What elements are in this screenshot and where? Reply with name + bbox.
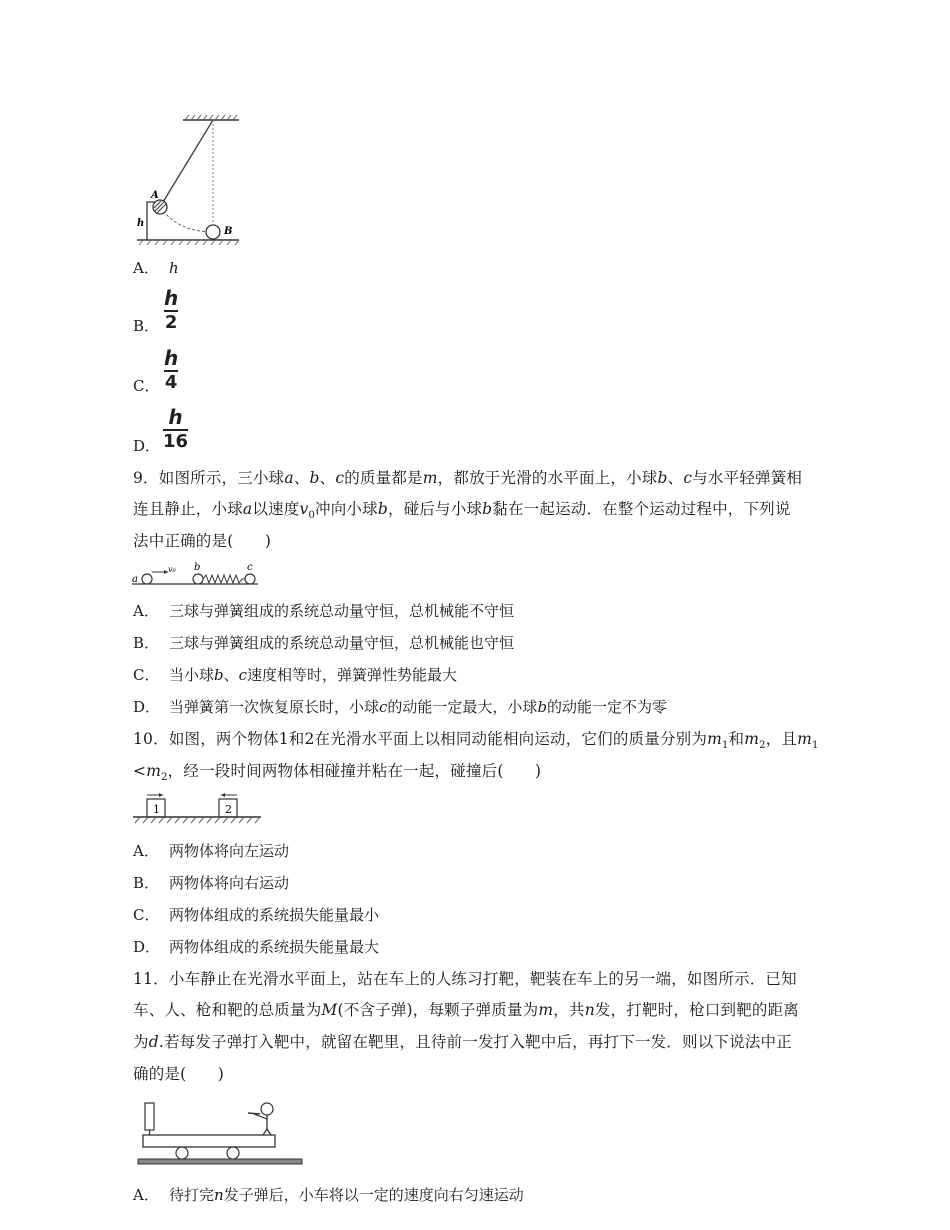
svg-text:v₀: v₀ [168, 565, 176, 574]
q10-option-d[interactable]: D． 两物体组成的系统损失能量最大 [133, 938, 380, 956]
svg-text:c: c [247, 562, 253, 573]
q8-option-a[interactable]: A． h [133, 259, 179, 277]
fraction-h-over-2: h 2 [164, 286, 179, 333]
q11-line-1: 11．小车静止在光滑水平面上，站在车上的人练习打靶，靶装在车上的另一端，如图所示．已知 [133, 970, 797, 988]
q11-line-4: 确的是( ) [133, 1065, 224, 1083]
label-h: h [137, 218, 145, 229]
svg-text:a: a [132, 574, 138, 585]
q10-option-a[interactable]: A． 两物体将向左运动 [133, 842, 290, 860]
q9-option-b[interactable]: B． 三球与弹簧组成的系统总动量守恒，总机械能也守恒 [133, 634, 515, 652]
q9-line-1: 9．如图所示，三小球a、b、c的质量都是m，都放于光滑的水平面上，小球b、c与水平轻弹簧相 [133, 469, 803, 487]
q10-line-1: 10．如图，两个物体1和2在光滑水平面上以相同动能相向运动，它们的质量分别为$m_1$和$m_2$，且$m_1$ [133, 730, 819, 752]
q11-line-2: 车、人、枪和靶的总质量为M(不含子弹)，每颗子弹质量为m，共n发，打靶时，枪口到靶的距离 [133, 1001, 799, 1019]
svg-text:b: b [194, 562, 201, 573]
q9-line-3: 法中正确的是( ) [133, 532, 272, 550]
q8-option-d[interactable]: D． [133, 437, 161, 455]
q8-option-b[interactable]: B． [133, 317, 160, 335]
q10-option-c[interactable]: C． 两物体组成的系统损失能量最小 [133, 906, 380, 924]
fraction-h-over-16: h 16 [163, 405, 189, 452]
q9-option-d[interactable]: D． 当弹簧第一次恢复原长时，小球c的动能一定最大，小球b的动能一定不为零 [133, 698, 668, 716]
label-a: A [151, 190, 159, 201]
balls-spring-figure [130, 562, 260, 590]
svg-text:2: 2 [225, 803, 232, 816]
cart-shooter-figure [136, 1097, 306, 1169]
q8-option-c[interactable]: C． [133, 377, 160, 395]
q10-option-b[interactable]: B． 两物体将向右运动 [133, 874, 290, 892]
q11-option-a[interactable]: A． 待打完n发子弹后，小车将以一定的速度向右匀速运动 [133, 1186, 524, 1204]
q9-line-2: 连且静止，小球a以速度$v_0$冲向小球b，碰后与小球b黏在一起运动．在整个运动过程中，下列说 [133, 500, 791, 522]
two-blocks-figure [133, 790, 263, 828]
q10-line-2: $<m_2$，经一段时间两物体相碰撞并粘在一起，碰撞后( ) [133, 762, 542, 784]
pendulum-figure [133, 112, 245, 246]
q11-line-3: 为d.若每发子弹打入靶中，就留在靶里，且待前一发打入靶中后，再打下一发．则以下说法中正 [133, 1033, 792, 1051]
svg-text:1: 1 [153, 803, 160, 816]
fraction-h-over-4: h 4 [164, 346, 179, 393]
q9-option-a[interactable]: A． 三球与弹簧组成的系统总动量守恒，总机械能不守恒 [133, 602, 515, 620]
q9-option-c[interactable]: C． 当小球b、c速度相等时，弹簧弹性势能最大 [133, 666, 458, 684]
label-b: B [224, 226, 233, 237]
